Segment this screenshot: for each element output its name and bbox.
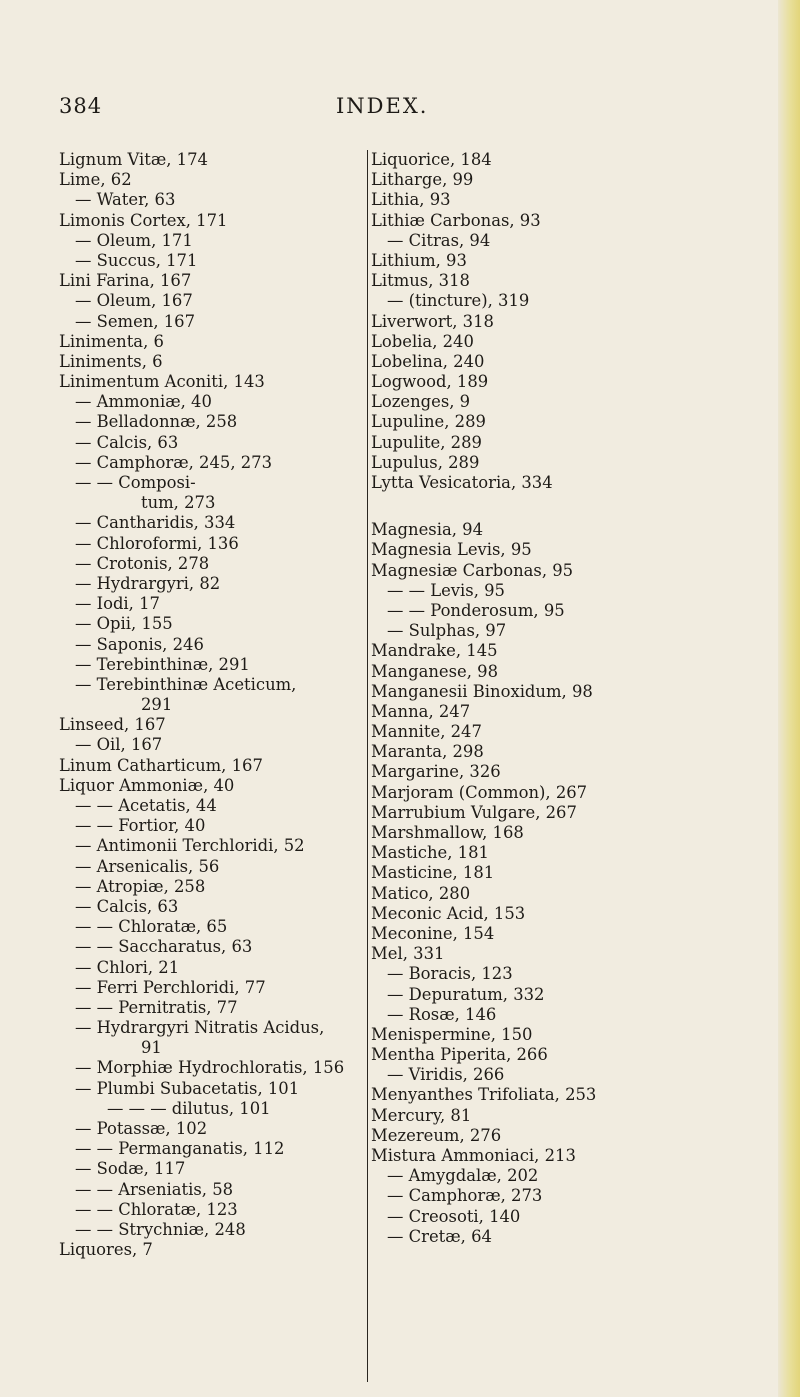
page-number: 384 (59, 94, 103, 118)
index-entry: Litharge, 99 (371, 170, 474, 190)
index-entry: Mandrake, 145 (371, 641, 498, 661)
index-section-m (371, 520, 776, 1247)
index-entry: — Hydrargyri Nitratis Acidus, (75, 1018, 325, 1038)
index-entry: Limonis Cortex, 171 (59, 210, 228, 230)
index-entry: — Plumbi Subacetatis, 101 (75, 1078, 300, 1098)
index-entry: Lupuline, 289 (371, 412, 486, 432)
index-entry: Mannite, 247 (371, 722, 482, 742)
index-entry: Lini Farina, 167 (59, 271, 192, 291)
index-entry: Mel, 331 (371, 944, 445, 964)
index-entry: — — Chloratæ, 123 (75, 1199, 238, 1219)
index-entry: — Boracis, 123 (387, 964, 513, 984)
index-entry: — Crotonis, 278 (75, 553, 210, 573)
index-entry: — — Chloratæ, 65 (75, 917, 228, 937)
index-entry: Lytta Vesicatoria, 334 (371, 473, 553, 492)
index-entry: Marjoram (Common), 267 (371, 782, 588, 802)
index-entry: Menyanthes Trifoliata, 253 (371, 1085, 597, 1105)
index-entry: — Citras, 94 (387, 230, 491, 250)
index-entry: — Iodi, 17 (75, 594, 160, 614)
index-entry: Manganese, 98 (371, 661, 499, 681)
index-entry: — — Arseniatis, 58 (75, 1179, 234, 1199)
page-title: INDEX. (336, 94, 429, 118)
index-entry: — Atropiæ, 258 (75, 876, 206, 896)
index-entry: — Terebinthinæ Aceticum, (75, 674, 297, 694)
index-entry: Mercury, 81 (371, 1105, 472, 1125)
index-entry: — Semen, 167 (75, 311, 196, 331)
index-entry: — Morphiæ Hydrochloratis, 156 (75, 1058, 345, 1078)
index-entry: Litmus, 318 (371, 271, 470, 291)
index-entry: — Oleum, 171 (75, 230, 193, 250)
index-entry: — Sulphas, 97 (387, 621, 507, 641)
index-entry: Lime, 62 (59, 170, 132, 190)
index-entry: — (tincture), 319 (387, 291, 530, 311)
index-entry: Marshmallow, 168 (371, 823, 524, 842)
index-section-l (371, 150, 776, 493)
index-entry: Linum Catharticum, 167 (59, 755, 263, 775)
index-entry: — Antimonii Terchloridi, 52 (75, 836, 305, 856)
index-entry: — Terebinthinæ, 291 (75, 654, 250, 674)
index-entry: Marrubium Vulgare, 267 (371, 802, 577, 822)
index-entry: — Calcis, 63 (75, 896, 179, 916)
index-entry: Lozenges, 9 (371, 392, 471, 412)
index-entry: Mastiche, 181 (371, 843, 489, 863)
index-entry: — Belladonnæ, 258 (75, 412, 238, 432)
index-entry: Liquor Ammoniæ, 40 (59, 775, 235, 795)
index-entry: — Opii, 155 (75, 614, 173, 634)
index-entry: — — Strychniæ, 248 (75, 1219, 246, 1239)
index-entry: Linseed, 167 (59, 715, 166, 735)
index-entry: Magnesia, 94 (371, 520, 484, 540)
index-entry: Magnesiæ Carbonas, 95 (371, 560, 574, 580)
index-entry: — — Levis, 95 (387, 580, 505, 600)
index-entry: — Camphoræ, 273 (387, 1186, 543, 1206)
index-entry: — Succus, 171 (75, 250, 198, 270)
index-entry: — Cretæ, 64 (387, 1226, 492, 1246)
index-entry: — Water, 63 (75, 190, 176, 210)
index-entry: 91 (141, 1038, 162, 1058)
index-column-left (59, 150, 367, 1260)
index-entry: — Potassæ, 102 (75, 1119, 208, 1138)
column-divider (367, 150, 368, 1382)
index-entry: Mentha Piperita, 266 (371, 1045, 548, 1065)
index-entry: Meconine, 154 (371, 923, 495, 943)
index-entry: Lupulus, 289 (371, 452, 480, 472)
index-entry: Mistura Ammoniaci, 213 (371, 1146, 576, 1165)
index-entry: — Ammoniæ, 40 (75, 392, 212, 412)
index-entry: — Hydrargyri, 82 (75, 573, 221, 593)
index-entry: — — — dilutus, 101 (107, 1098, 271, 1118)
index-entry: Meconic Acid, 153 (371, 903, 526, 923)
index-entry: Matico, 280 (371, 883, 471, 903)
index-entry: Linimenta, 6 (59, 331, 164, 351)
index-entry: Magnesia Levis, 95 (371, 540, 532, 560)
index-entry: Liquores, 7 (59, 1240, 153, 1260)
index-entry: — Arsenicalis, 56 (75, 856, 220, 876)
index-entry: — Oil, 167 (75, 735, 163, 755)
section-gap (371, 493, 776, 520)
index-entry: — Creosoti, 140 (387, 1206, 521, 1226)
running-head (0, 94, 800, 124)
index-entry: — — Ponderosum, 95 (387, 600, 565, 620)
index-entry: — Cantharidis, 334 (75, 513, 236, 533)
index-entry: Menispermine, 150 (371, 1024, 533, 1044)
index-entry: Manna, 247 (371, 701, 471, 721)
index-entry: — — Pernitratis, 77 (75, 997, 238, 1017)
index-entry: tum, 273 (141, 493, 216, 513)
index-entry: Manganesii Binoxidum, 98 (371, 681, 593, 701)
index-entry: — Chlori, 21 (75, 957, 180, 977)
index-entry: Masticine, 181 (371, 863, 495, 883)
index-entry: Liquorice, 184 (371, 150, 492, 169)
index-entry: — — Composi- (75, 473, 196, 492)
index-entry: — Saponis, 246 (75, 634, 204, 654)
index-entry: Linimentum Aconiti, 143 (59, 372, 265, 392)
index-entry: Lithia, 93 (371, 190, 451, 210)
index-entry: Maranta, 298 (371, 742, 484, 762)
index-entry: — — Fortior, 40 (75, 816, 206, 836)
index-entry: Margarine, 326 (371, 762, 501, 782)
index-entry: Lignum Vitæ, 174 (59, 150, 208, 169)
index-entry: Lobelina, 240 (371, 351, 485, 371)
index-entry: — — Permanganatis, 112 (75, 1139, 285, 1159)
index-entry: — Depuratum, 332 (387, 984, 545, 1004)
index-entry: Lithium, 93 (371, 250, 467, 270)
index-entry: Liverwort, 318 (371, 311, 494, 331)
index-entry: — Camphoræ, 245, 273 (75, 452, 273, 472)
index-entry: Mezereum, 276 (371, 1125, 502, 1145)
index-entry: — Chloroformi, 136 (75, 533, 239, 553)
index-entry: — Calcis, 63 (75, 432, 179, 452)
index-entry: — Oleum, 167 (75, 291, 193, 311)
index-entry: — Rosæ, 146 (387, 1004, 497, 1024)
index-entry: — Viridis, 266 (387, 1065, 505, 1085)
index-column-right (371, 150, 776, 1247)
index-entry: Lobelia, 240 (371, 331, 474, 351)
index-entry: 291 (141, 695, 173, 715)
index-entry: Lupulite, 289 (371, 432, 482, 452)
index-entry: — Ferri Perchloridi, 77 (75, 977, 266, 997)
index-entry: — Sodæ, 117 (75, 1159, 186, 1179)
index-entry: — — Saccharatus, 63 (75, 937, 253, 957)
index-entry: — Amygdalæ, 202 (387, 1166, 539, 1186)
index-entry: Logwood, 189 (371, 372, 489, 392)
index-entry: — — Acetatis, 44 (75, 796, 217, 815)
index-entry: Liniments, 6 (59, 351, 163, 371)
page-edge (778, 0, 800, 1397)
index-entry: Lithiæ Carbonas, 93 (371, 210, 541, 230)
